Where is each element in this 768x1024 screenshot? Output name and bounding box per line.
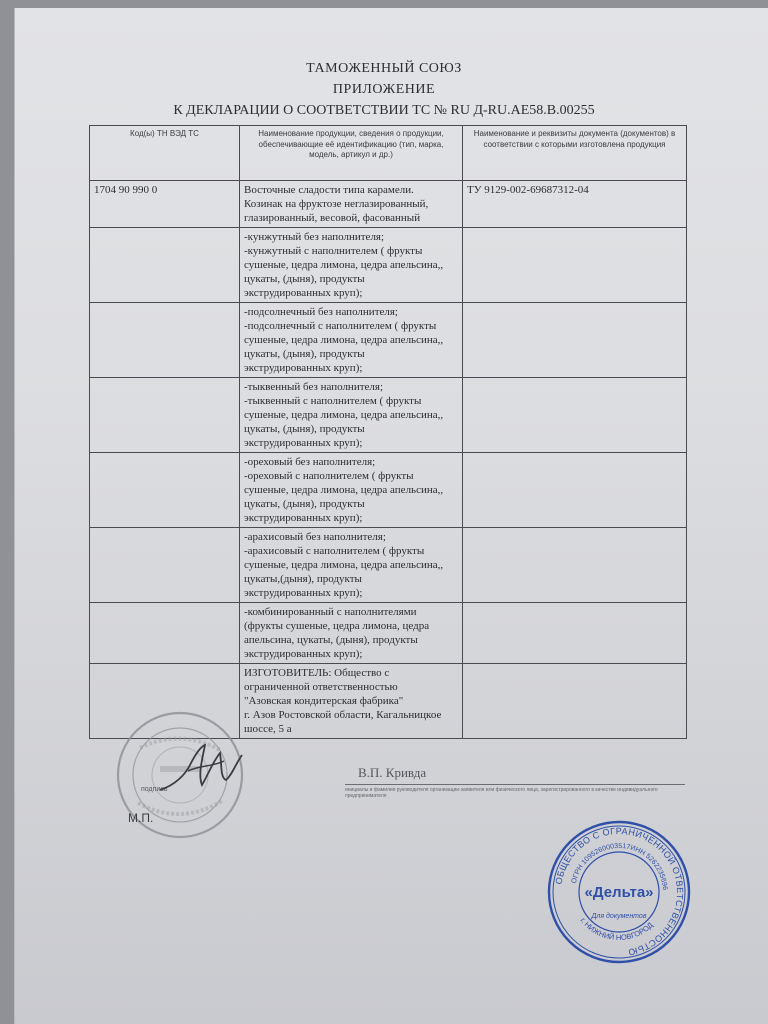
cell-code: 1704 90 990 0 — [90, 181, 240, 228]
product-line: экструдированных круп); — [244, 287, 363, 299]
column-header-document: Наименование и реквизиты документа (документов) в соответствии с которыми изготовлена продукция — [463, 126, 687, 181]
cell-product — [240, 664, 463, 739]
cell-product — [240, 603, 463, 664]
product-line: Козинак на фруктозе неглазированный, — [244, 198, 429, 210]
product-line: -тыквенный с наполнителем ( фрукты — [244, 395, 422, 407]
product-line: цукаты, (дыня), продукты — [244, 498, 365, 510]
product-line: экструдированных круп); — [244, 437, 363, 449]
cell-code — [90, 228, 240, 303]
product-line: -кунжутный без наполнителя; — [244, 231, 385, 243]
header-appendix: ПРИЛОЖЕНИЕ — [332, 82, 436, 97]
cell-product — [240, 378, 463, 453]
table-body — [90, 181, 687, 739]
product-line: ограниченной ответственностью — [244, 681, 398, 693]
declaration-table — [89, 125, 687, 739]
product-line: ИЗГОТОВИТЕЛЬ: Общество с — [244, 667, 390, 679]
cell-code — [90, 378, 240, 453]
cell-code — [90, 303, 240, 378]
header-declaration: К ДЕКЛАРАЦИИ О СООТВЕТСТВИИ ТС № RU Д-RU.АЕ58.В.00255 — [173, 103, 595, 118]
product-line: экструдированных круп); — [244, 648, 363, 660]
cell-document — [463, 453, 687, 528]
product-line: -арахисовый без наполнителя; — [244, 531, 386, 543]
product-line: шоссе, 5 а — [244, 723, 292, 735]
stamp-ogrn: ОГРН 1095260003517 — [570, 842, 631, 885]
product-line: сушеные, цедра лимона, цедра апельсина,, — [244, 559, 444, 571]
cell-document — [463, 664, 687, 739]
stamp-company-name: «Дельта» — [584, 884, 654, 901]
cell-document — [463, 528, 687, 603]
product-line: сушеные, цедра лимона, цедра апельсина,, — [244, 334, 444, 346]
cell-document — [463, 603, 687, 664]
table-row — [90, 181, 687, 228]
product-line: -ореховый с наполнителем ( фрукты — [244, 470, 414, 482]
product-line: сушеные, цедра лимона, цедра апельсина,, — [244, 484, 444, 496]
signer-hint: инициалы и фамилия руководителя организации-заявителя или физического лица, зарегистрированного в качестве индивидуального предпринимателя — [345, 787, 658, 799]
stamp-for-documents: Для документов — [591, 913, 647, 920]
handwritten-signature — [150, 735, 250, 805]
product-line: -ореховый без наполнителя; — [244, 456, 376, 468]
column-header-code: Код(ы) ТН ВЭД ТС — [90, 126, 240, 181]
table-row — [90, 528, 687, 603]
table-row — [90, 378, 687, 453]
signature-caption: подпись — [141, 786, 168, 793]
product-line: "Азовская кондитерская фабрика" — [244, 695, 404, 707]
product-line: сушеные, цедра лимона, цедра апельсина,, — [244, 409, 444, 421]
cell-product — [240, 181, 463, 228]
cell-code — [90, 528, 240, 603]
product-line: цукаты, (дыня), продукты — [244, 423, 365, 435]
cell-product — [240, 453, 463, 528]
product-line: глазированный, весовой, фасованный — [244, 212, 421, 224]
product-line: Восточные сладости типа карамели. — [244, 184, 414, 196]
product-line: цукаты,(дыня), продукты — [244, 573, 362, 585]
cell-code — [90, 453, 240, 528]
cell-code — [90, 603, 240, 664]
product-line: экструдированных круп); — [244, 512, 363, 524]
table-row — [90, 228, 687, 303]
table-header-row — [90, 126, 687, 181]
product-line: (фрукты сушеные, цедра лимона, цедра — [244, 620, 430, 632]
product-line: -кунжутный с наполнителем ( фрукты — [244, 245, 423, 257]
product-line: цукаты, (дыня), продукты — [244, 273, 365, 285]
product-line: -комбинированный с наполнителями — [244, 606, 417, 618]
product-line: экструдированных круп); — [244, 587, 363, 599]
cell-product — [240, 303, 463, 378]
cell-product — [240, 228, 463, 303]
product-line: -арахисовый с наполнителем ( фрукты — [244, 545, 425, 557]
product-line: г. Азов Ростовской области, Кагальницкое — [244, 709, 442, 721]
delta-company-stamp — [545, 818, 693, 966]
mp-label: М.П. — [128, 811, 154, 825]
stamp-inn: ИНН 5262235696 — [629, 844, 668, 891]
column-header-product: Наименование продукции, сведения о продукции, обеспечивающие её идентификацию (тип, марка, модель, артикул и др.) — [240, 126, 463, 181]
cell-document: ТУ 9129-002-69687312-04 — [463, 181, 687, 228]
table-row — [90, 453, 687, 528]
product-line: экструдированных круп); — [244, 362, 363, 374]
product-line: цукаты, (дыня), продукты — [244, 348, 365, 360]
header-union: ТАМОЖЕННЫЙ СОЮЗ — [306, 61, 462, 76]
page-fold — [14, 8, 15, 1024]
signature-line — [345, 784, 685, 785]
signer-name: В.П. Кривда — [358, 765, 427, 780]
cell-document — [463, 228, 687, 303]
cell-document — [463, 378, 687, 453]
stamp-city: г. НИЖНИЙ НОВГОРОД — [578, 915, 655, 943]
product-line: апельсина, цукаты, (дыня), продукты — [244, 634, 418, 646]
product-line: сушеные, цедра лимона, цедра апельсина,, — [244, 259, 444, 271]
product-line: -тыквенный без наполнителя; — [244, 381, 384, 393]
table-row — [90, 303, 687, 378]
product-line: -подсолнечный с наполнителем ( фрукты — [244, 320, 437, 332]
cell-document — [463, 303, 687, 378]
cell-product — [240, 528, 463, 603]
product-line: -подсолнечный без наполнителя; — [244, 306, 398, 318]
table-row — [90, 603, 687, 664]
stamp-outer-text: ОБЩЕСТВО С ОГРАНИЧЕННОЙ ОТВЕТСТВЕННОСТЬЮ — [553, 825, 686, 958]
